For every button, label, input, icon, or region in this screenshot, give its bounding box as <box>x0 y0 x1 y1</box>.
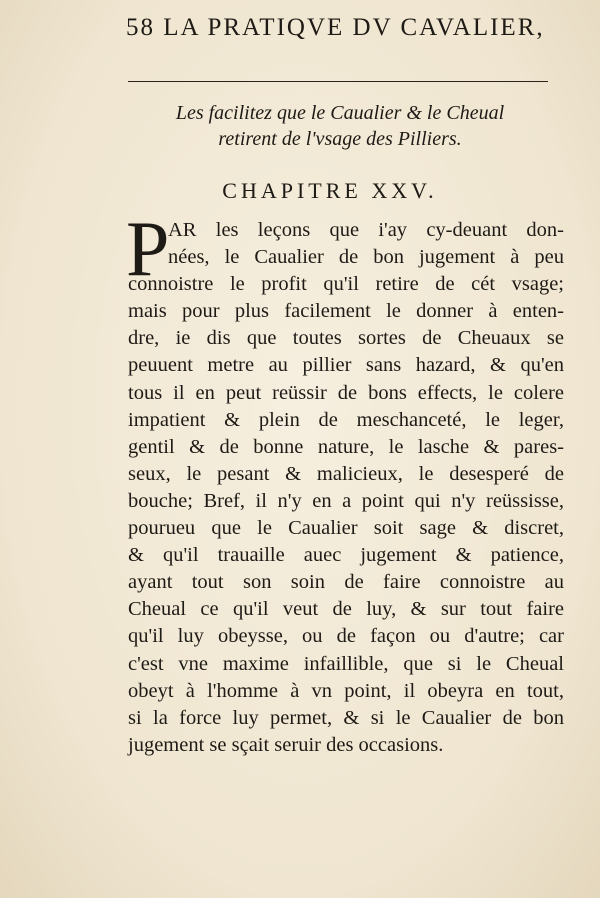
text-line: c'est vne maxime infaillible, que si le Cheual <box>128 652 564 675</box>
text-line: bouche; Bref, il n'y en a point qui n'y reüssisse, <box>128 489 564 512</box>
text-line: impatient & plein de meschanceté, le leger, <box>128 408 564 431</box>
text-line: obeyt à l'homme à vn point, il obeyra en tout, <box>128 679 564 702</box>
text-line: gentil & de bonne nature, le lasche & pares- <box>128 435 564 458</box>
subtitle-line: Les facilitez que le Caualier & le Cheual <box>175 102 505 124</box>
text-line: Cheual ce qu'il veut de luy, & sur tout faire <box>128 598 564 621</box>
text-line: qu'il luy obeysse, ou de façon ou d'autre; car <box>128 625 564 648</box>
chapter-heading: CHAPITRE XXV. <box>222 178 438 203</box>
running-head: 58 LA PRATIQVE DV CAVALIER, <box>126 14 545 41</box>
body-text <box>128 217 564 759</box>
text-line: AR les leçons que i'ay cy-deuant don- <box>168 219 564 241</box>
subtitle-line: retirent de l'vsage des Pilliers. <box>218 128 462 150</box>
text-line: seux, le pesant & malicieux, le desesperé de <box>128 462 564 485</box>
text-line: tous il en peut reüssir de bons effects, le colere <box>128 381 564 404</box>
text-line: & qu'il trauaille auec jugement & patience, <box>128 544 564 567</box>
text-line: pourueu que le Caualier soit sage & discret, <box>128 517 564 540</box>
header-rule <box>128 81 548 82</box>
text-line: jugement se sçait seruir des occasions. <box>128 733 444 756</box>
text-line: peuuent metre au pillier sans hazard, & qu'en <box>128 354 564 377</box>
text-line: si la force luy permet, & si le Caualier de bon <box>128 706 564 729</box>
chapter-subtitle <box>110 100 570 152</box>
drop-cap: P <box>126 205 170 292</box>
text-line: connoistre le profit qu'il retire de cét vsage; <box>128 273 564 296</box>
text-line: nées, le Caualier de bon jugement à peu <box>168 246 564 269</box>
text-line: ayant tout son soin de faire connoistre au <box>128 571 564 594</box>
text-line: dre, ie dis que toutes sortes de Cheuaux se <box>128 327 564 350</box>
text-line: mais pour plus facilement le donner à enten- <box>128 300 564 323</box>
